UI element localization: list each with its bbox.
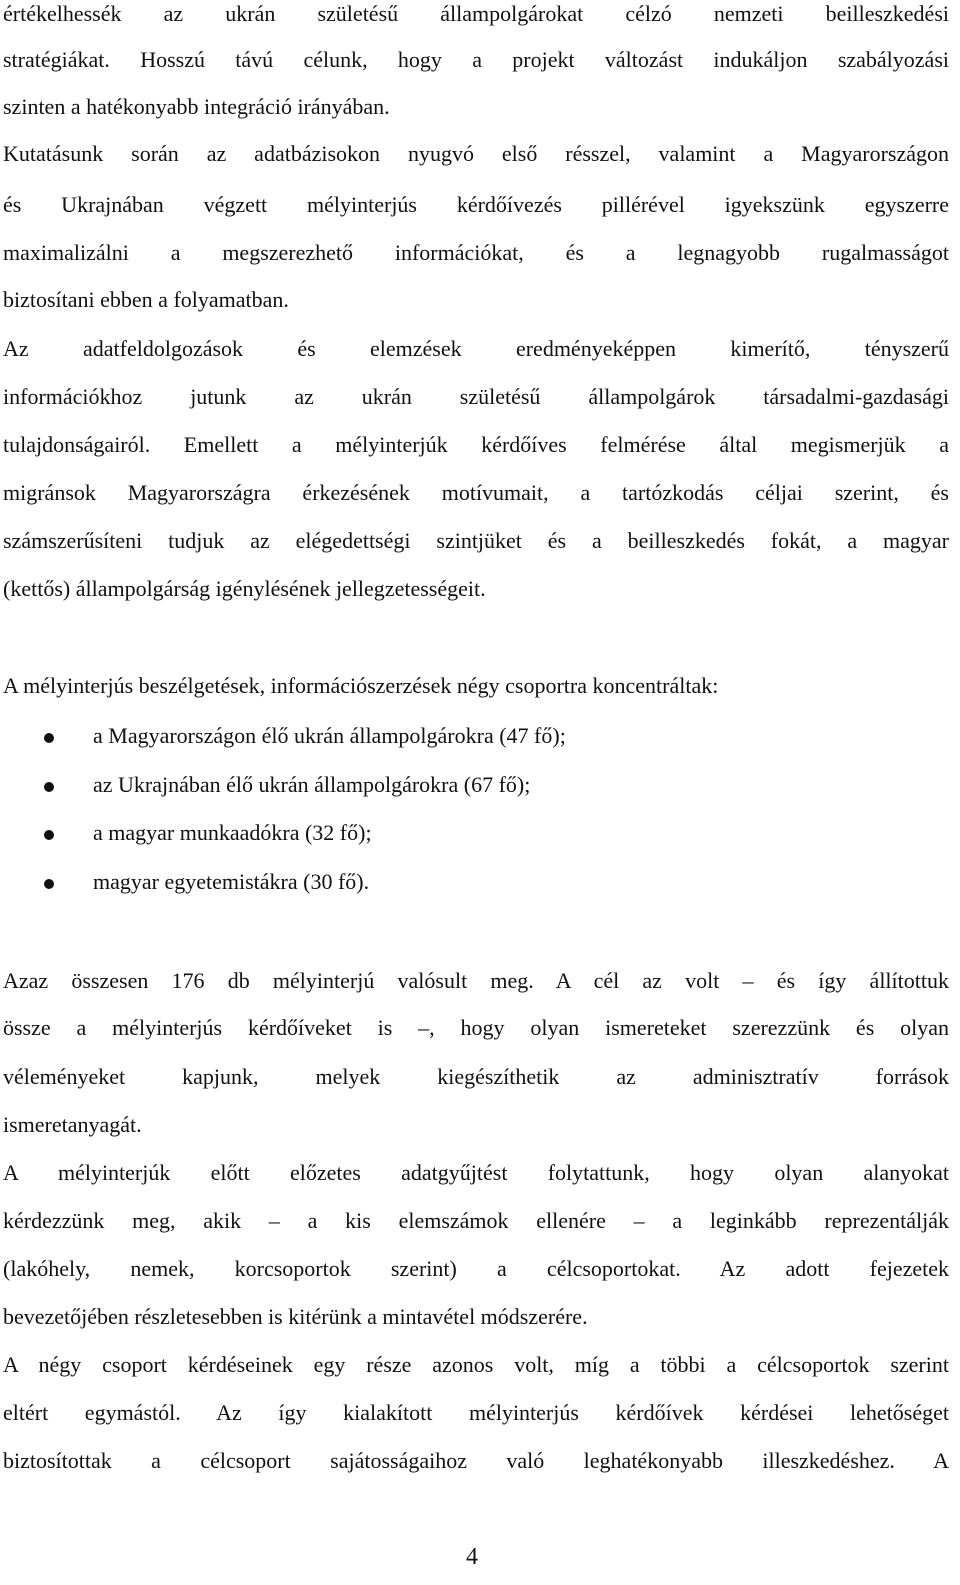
text-line: Az adatfeldolgozások és elemzések eredményeképpen kimerítő, tényszerű bbox=[3, 336, 949, 361]
text-line: A mélyinterjúk előtt előzetes adatgyűjtést folytattunk, hogy olyan alanyokat bbox=[3, 1160, 949, 1185]
text-line: migránsok Magyarországra érkezésének motívumait, a tartózkodás céljai szerint, és bbox=[3, 480, 949, 505]
list-intro: A mélyinterjús beszélgetések, információszerzések négy csoportra koncentráltak: bbox=[3, 673, 719, 698]
list-item: az Ukrajnában élő ukrán állampolgárokra (67 fő); bbox=[93, 772, 531, 797]
list-item: magyar egyetemistákra (30 fő). bbox=[93, 869, 370, 894]
bullet-icon bbox=[44, 733, 54, 743]
text-line: (kettős) állampolgárság igénylésének jellegzetességeit. bbox=[3, 576, 486, 601]
text-line: számszerűsíteni tudjuk az elégedettségi szintjüket és a beilleszkedés fokát, a magyar bbox=[3, 528, 949, 553]
bullet-icon bbox=[44, 782, 54, 792]
bullet-icon bbox=[44, 879, 54, 889]
text-line: Kutatásunk során az adatbázisokon nyugvó első résszel, valamint a Magyarországon bbox=[3, 141, 949, 166]
text-line: bevezetőjében részletesebben is kitérünk a mintavétel módszerére. bbox=[3, 1304, 588, 1329]
text-line: információkhoz jutunk az ukrán születésű állampolgárok társadalmi-gazdasági bbox=[3, 384, 949, 409]
text-line: (lakóhely, nemek, korcsoportok szerint) a célcsoportokat. Az adott fejezetek bbox=[3, 1256, 949, 1281]
text-line: stratégiákat. Hosszú távú célunk, hogy a projekt változást indukáljon szabályozási bbox=[3, 47, 949, 72]
text-line: A négy csoport kérdéseinek egy része azonos volt, míg a többi a célcsoportok szerint bbox=[3, 1352, 949, 1377]
text-line: eltért egymástól. Az így kialakított mélyinterjús kérdőívek kérdései lehetőséget bbox=[3, 1400, 949, 1425]
page-number: 4 bbox=[466, 1544, 478, 1570]
text-line: maximalizálni a megszerezhető információkat, és a legnagyobb rugalmasságot bbox=[3, 240, 949, 265]
text-line: és Ukrajnában végzett mélyinterjús kérdőívezés pillérével igyekszünk egyszerre bbox=[3, 192, 949, 217]
bullet-icon bbox=[44, 830, 54, 840]
text-line: értékelhessék az ukrán születésű állampolgárokat célzó nemzeti beilleszkedési bbox=[3, 1, 949, 26]
list-item: a Magyarországon élő ukrán állampolgárokra (47 fő); bbox=[93, 723, 566, 748]
text-line: véleményeket kapjunk, melyek kiegészíthetik az adminisztratív források bbox=[3, 1064, 949, 1089]
text-line: szinten a hatékonyabb integráció irányában. bbox=[3, 94, 390, 119]
list-item: a magyar munkaadókra (32 fő); bbox=[93, 820, 372, 845]
text-line: ismeretanyagát. bbox=[3, 1112, 142, 1137]
text-line: Azaz összesen 176 db mélyinterjú valósult meg. A cél az volt – és így állítottuk bbox=[3, 968, 949, 993]
text-line: össze a mélyinterjús kérdőíveket is –, hogy olyan ismereteket szerezzünk és olyan bbox=[3, 1015, 949, 1040]
text-line: tulajdonságairól. Emellett a mélyinterjúk kérdőíves felmérése által megismerjük a bbox=[3, 432, 949, 457]
text-line: biztosítani ebben a folyamatban. bbox=[3, 287, 289, 312]
text-line: biztosítottak a célcsoport sajátosságaihoz való leghatékonyabb illeszkedéshez. A bbox=[3, 1448, 949, 1473]
text-line: kérdezzünk meg, akik – a kis elemszámok ellenére – a leginkább reprezentálják bbox=[3, 1208, 949, 1233]
